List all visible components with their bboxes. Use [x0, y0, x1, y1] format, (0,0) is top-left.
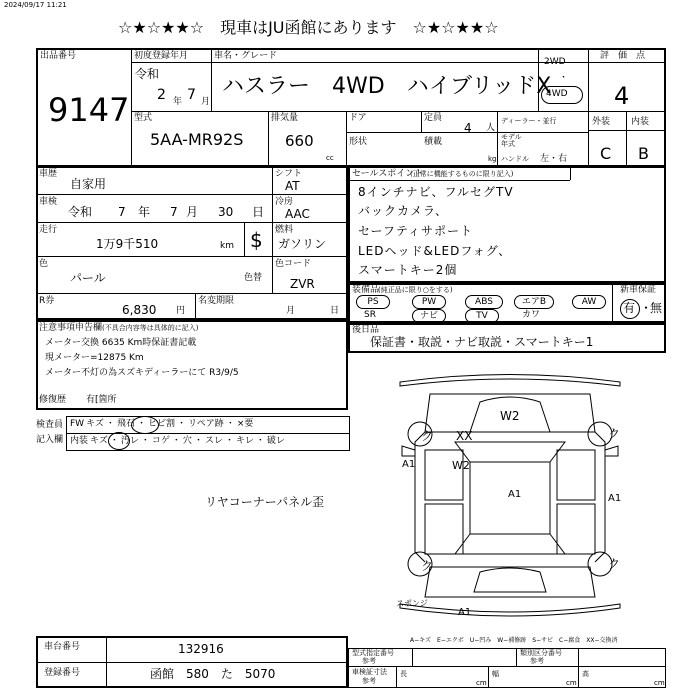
interior-row [70, 437, 287, 446]
mileage-mark: $ [250, 228, 263, 252]
fw-item-2: ・ [105, 419, 115, 429]
fw-item-0: FW [70, 419, 85, 429]
capacity-label: 定員 [424, 113, 443, 123]
mileage-value: 1万9千510 [96, 237, 159, 251]
fw-item-3: 飛石 [116, 419, 135, 429]
int-label: 内装 [631, 117, 650, 127]
equip-navi: ナビ [412, 309, 446, 323]
mark-a1-left: A1 [402, 459, 416, 470]
handle-label: ハンドル [501, 155, 529, 163]
mark-ku-rr: ク [608, 557, 621, 571]
car-name: ハスラー 4WD ハイブリッドX [222, 74, 552, 99]
capacity-value: 4 [464, 121, 472, 135]
handle-value: 左・右 [540, 154, 568, 164]
mark-ku-fr: ク [608, 427, 621, 441]
equip-sr: SR [364, 310, 376, 320]
interior-item-0: 内装 [70, 436, 89, 446]
registration-label: 登録番号 [44, 668, 81, 678]
timestamp: 2024/09/17 11:21 [4, 1, 67, 9]
sales-item-4: LEDヘッド&LEDフォグ、 [358, 244, 512, 258]
car-name-label: 車名・グレード [214, 51, 278, 61]
registration-value: 函館 580 た 5070 [150, 667, 276, 681]
notes-block [36, 320, 348, 410]
grade-label: 評 価 点 [600, 51, 646, 61]
interior-item-13: 破レ [266, 436, 285, 446]
mark-sponge: スポンジ [396, 599, 428, 608]
equip-tv: TV [465, 309, 499, 323]
load-label: 積載 [424, 137, 443, 147]
fw-item-4: ・ [136, 419, 146, 429]
lot-label: 出品番号 [40, 51, 77, 61]
fw-item-1: キズ [86, 419, 104, 429]
doors-label: ドア [349, 113, 367, 123]
first-reg-year: 2 [157, 87, 166, 103]
ac-label: 冷房 [275, 197, 294, 207]
displacement-value: 660 [285, 132, 314, 150]
sales-item-3: セーフティサポート [358, 224, 473, 238]
drive-2wd: 2WD [544, 57, 566, 67]
color-change-label: 色替 [244, 273, 263, 283]
damage-legend: A−キズ E−エクボ U−凹み W−補修跡 S−サビ C−腐食 XX−交換済 [410, 637, 618, 644]
first-reg-era: 令和 [135, 67, 160, 81]
recycle-value: 6,830 [122, 303, 157, 317]
interior-item-9: スレ [204, 436, 223, 446]
interior-item-3: 汚レ [120, 436, 139, 446]
fw-item-7: リペア跡 [187, 419, 224, 429]
interior-item-10: ・ [224, 436, 234, 446]
ext-label: 外装 [592, 117, 611, 127]
interior-item-11: キレ [235, 436, 254, 446]
fw-item-8: ・ [225, 419, 235, 429]
vehicle-size-label: 車検証寸法 [352, 668, 387, 676]
equipment-label: 装備品 [352, 285, 380, 295]
mark-w2-roof: W2 [500, 409, 520, 423]
equip-leather: カワ [522, 310, 541, 320]
int-grade: B [638, 144, 649, 163]
interior-item-4: ・ [140, 436, 150, 446]
mark-a1-right: A1 [608, 493, 622, 504]
ext-grade: C [600, 144, 612, 163]
mark-a1-center: A1 [508, 489, 522, 500]
sales-item-5: スマートキー2個 [358, 263, 458, 277]
circle-mark-interior [108, 432, 130, 450]
equip-abs: ABS [465, 295, 503, 309]
equip-airbag: エアB [514, 295, 554, 309]
equip-aw: AW [572, 295, 606, 309]
color-label: 色 [39, 259, 49, 269]
inspection-label: 車検 [39, 197, 58, 207]
displacement-label: 排気量 [271, 113, 299, 123]
color-code: ZVR [290, 277, 315, 291]
dealer-label: ディーラー・並行 [501, 117, 557, 125]
warranty-yes: 有 [623, 301, 636, 315]
fw-item-9: ×要 [236, 419, 254, 429]
after-value: 保証書・取説・ナビ取説・スマートキー1 [370, 335, 594, 349]
usage-label: 車歴 [39, 169, 58, 179]
tax-label: 名変期限 [198, 296, 235, 306]
chassis-value: 132916 [178, 642, 224, 656]
drive-4wd: 4WD [546, 89, 568, 99]
sales-item-1: 8インチナビ、フルセグTV [358, 185, 514, 199]
notes-line-2: 現メーター=12875 Km [45, 353, 144, 363]
handwriting-note: リヤコーナーパネル歪 [205, 495, 325, 509]
color-value: パール [70, 271, 106, 285]
usage-value: 自家用 [70, 177, 107, 191]
color-code-label: 色コード [275, 259, 312, 269]
recycle-label: R券 [39, 296, 55, 306]
model-label: 型式 [134, 113, 153, 123]
mark-a1-rear: A1 [458, 607, 472, 618]
notes-line-3: メーター不灯の為スズキディーラーにて R3/9/5 [45, 368, 239, 378]
interior-item-8: ・ [193, 436, 203, 446]
mark-ku-rl: ク [421, 559, 434, 573]
sales-label: セールスポイント [352, 169, 424, 179]
interior-item-2: ・ [109, 436, 119, 446]
interior-item-5: コゲ [151, 436, 170, 446]
inspector-label: 検査員 [36, 420, 64, 430]
after-label: 後日品 [352, 325, 380, 335]
shift-label: シフト [275, 169, 303, 179]
inspection-year: 7 [118, 205, 126, 219]
interior-item-6: ・ [171, 436, 181, 446]
warranty-no: 無 [650, 301, 663, 315]
fw-item-5: ヒビ割 [147, 419, 175, 429]
model-value: 5AA-MR92S [150, 130, 244, 149]
first-reg-month: 7 [187, 87, 196, 103]
fw-row [70, 420, 255, 429]
new-warranty-label: 新車保証 [620, 285, 657, 295]
mark-ku-fl: ク [421, 429, 434, 443]
interior-item-7: 穴 [182, 436, 192, 446]
inspection-month: 7 [170, 205, 178, 219]
shift-value: AT [285, 179, 300, 193]
repair-value: 有[箇所 [86, 395, 117, 405]
notes-label: 注意事項申告欄 [39, 323, 103, 333]
mark-xx: XX [456, 429, 473, 443]
model-year-label: モデル年式 [501, 133, 522, 148]
chassis-label: 車台番号 [44, 642, 81, 652]
mileage-label: 走行 [39, 225, 58, 235]
mark-w2-door: W2 [452, 459, 470, 472]
equip-pw: PW [412, 295, 446, 309]
type-number-label: 型式指定番号 [352, 649, 394, 657]
fuel-value: ガソリン [278, 237, 327, 251]
equip-ps: PS [356, 295, 390, 309]
interior-item-12: ・ [255, 436, 265, 446]
repair-label: 修復歴 [39, 395, 67, 405]
category-number-label: 類別区分番号 [520, 649, 562, 657]
lot-number: 9147 [48, 91, 130, 129]
fuel-label: 燃料 [275, 225, 294, 235]
fw-item-6: ・ [176, 419, 186, 429]
shape-label: 形状 [349, 137, 368, 147]
sales-item-2: バックカメラ、 [358, 204, 449, 218]
interior-item-1: キズ [90, 436, 108, 446]
first-reg-label: 初度登録年月 [134, 51, 189, 61]
notes-line-1: メーター交換 6635 Km時保証書記載 [45, 338, 197, 348]
inspection-day: 30 [218, 205, 234, 219]
ac-value: AAC [285, 207, 310, 221]
grade-value: 4 [614, 82, 630, 110]
circle-mark-fw [131, 416, 159, 434]
banner: ☆★☆★★☆ 現車はJU函館にあります ☆★☆★★☆ [118, 18, 499, 37]
